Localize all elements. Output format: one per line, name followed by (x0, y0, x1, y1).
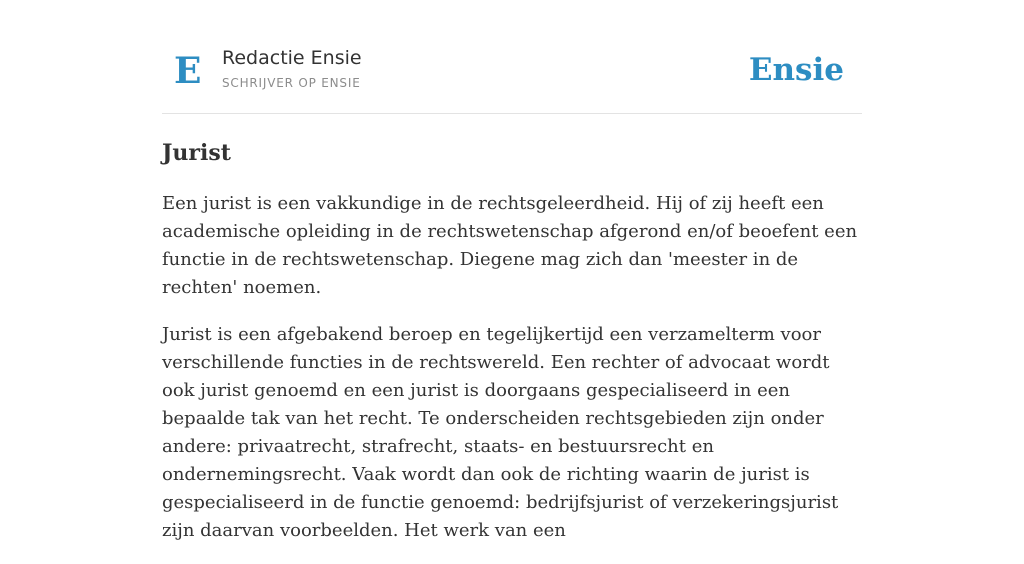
author-header (162, 0, 862, 114)
article-title: Jurist (162, 140, 231, 166)
author-role: SCHRIJVER OP ENSIE (222, 76, 361, 90)
brand-logo[interactable]: Ensie (748, 52, 844, 88)
article-paragraph: Een jurist is een vakkundige in de rechtsgeleerdheid. Hij of zij heeft een academische opleiding in de rechtswetenschap afgerond en/of beoefent een functie in de rechtswetenschap. Diegene mag zich dan 'meester in de rechten' noemen. (162, 193, 858, 298)
article-page (162, 0, 862, 541)
author-logo[interactable]: E (174, 50, 202, 92)
article-body (162, 190, 862, 564)
author-name[interactable]: Redactie Ensie (222, 47, 362, 69)
article-paragraph: Jurist is een afgebakend beroep en tegelijkertijd een verzamelterm voor verschillende functies in de rechtswereld. Een rechter of advocaat wordt ook jurist genoemd en een jurist is doorgaans gespecialiseerd in een bepaalde tak van het recht. Te onderscheiden rechtsgebieden zijn onder andere: privaatrecht, strafrecht, staats- en bestuursrecht en ondernemingsrecht. Vaak wordt dan ook de richting waarin de jurist is gespecialiseerd in de functie genoemd: bedrijfsjurist of verzekeringsjurist zijn daarvan voorbeelden. Het werk van een (162, 324, 839, 541)
